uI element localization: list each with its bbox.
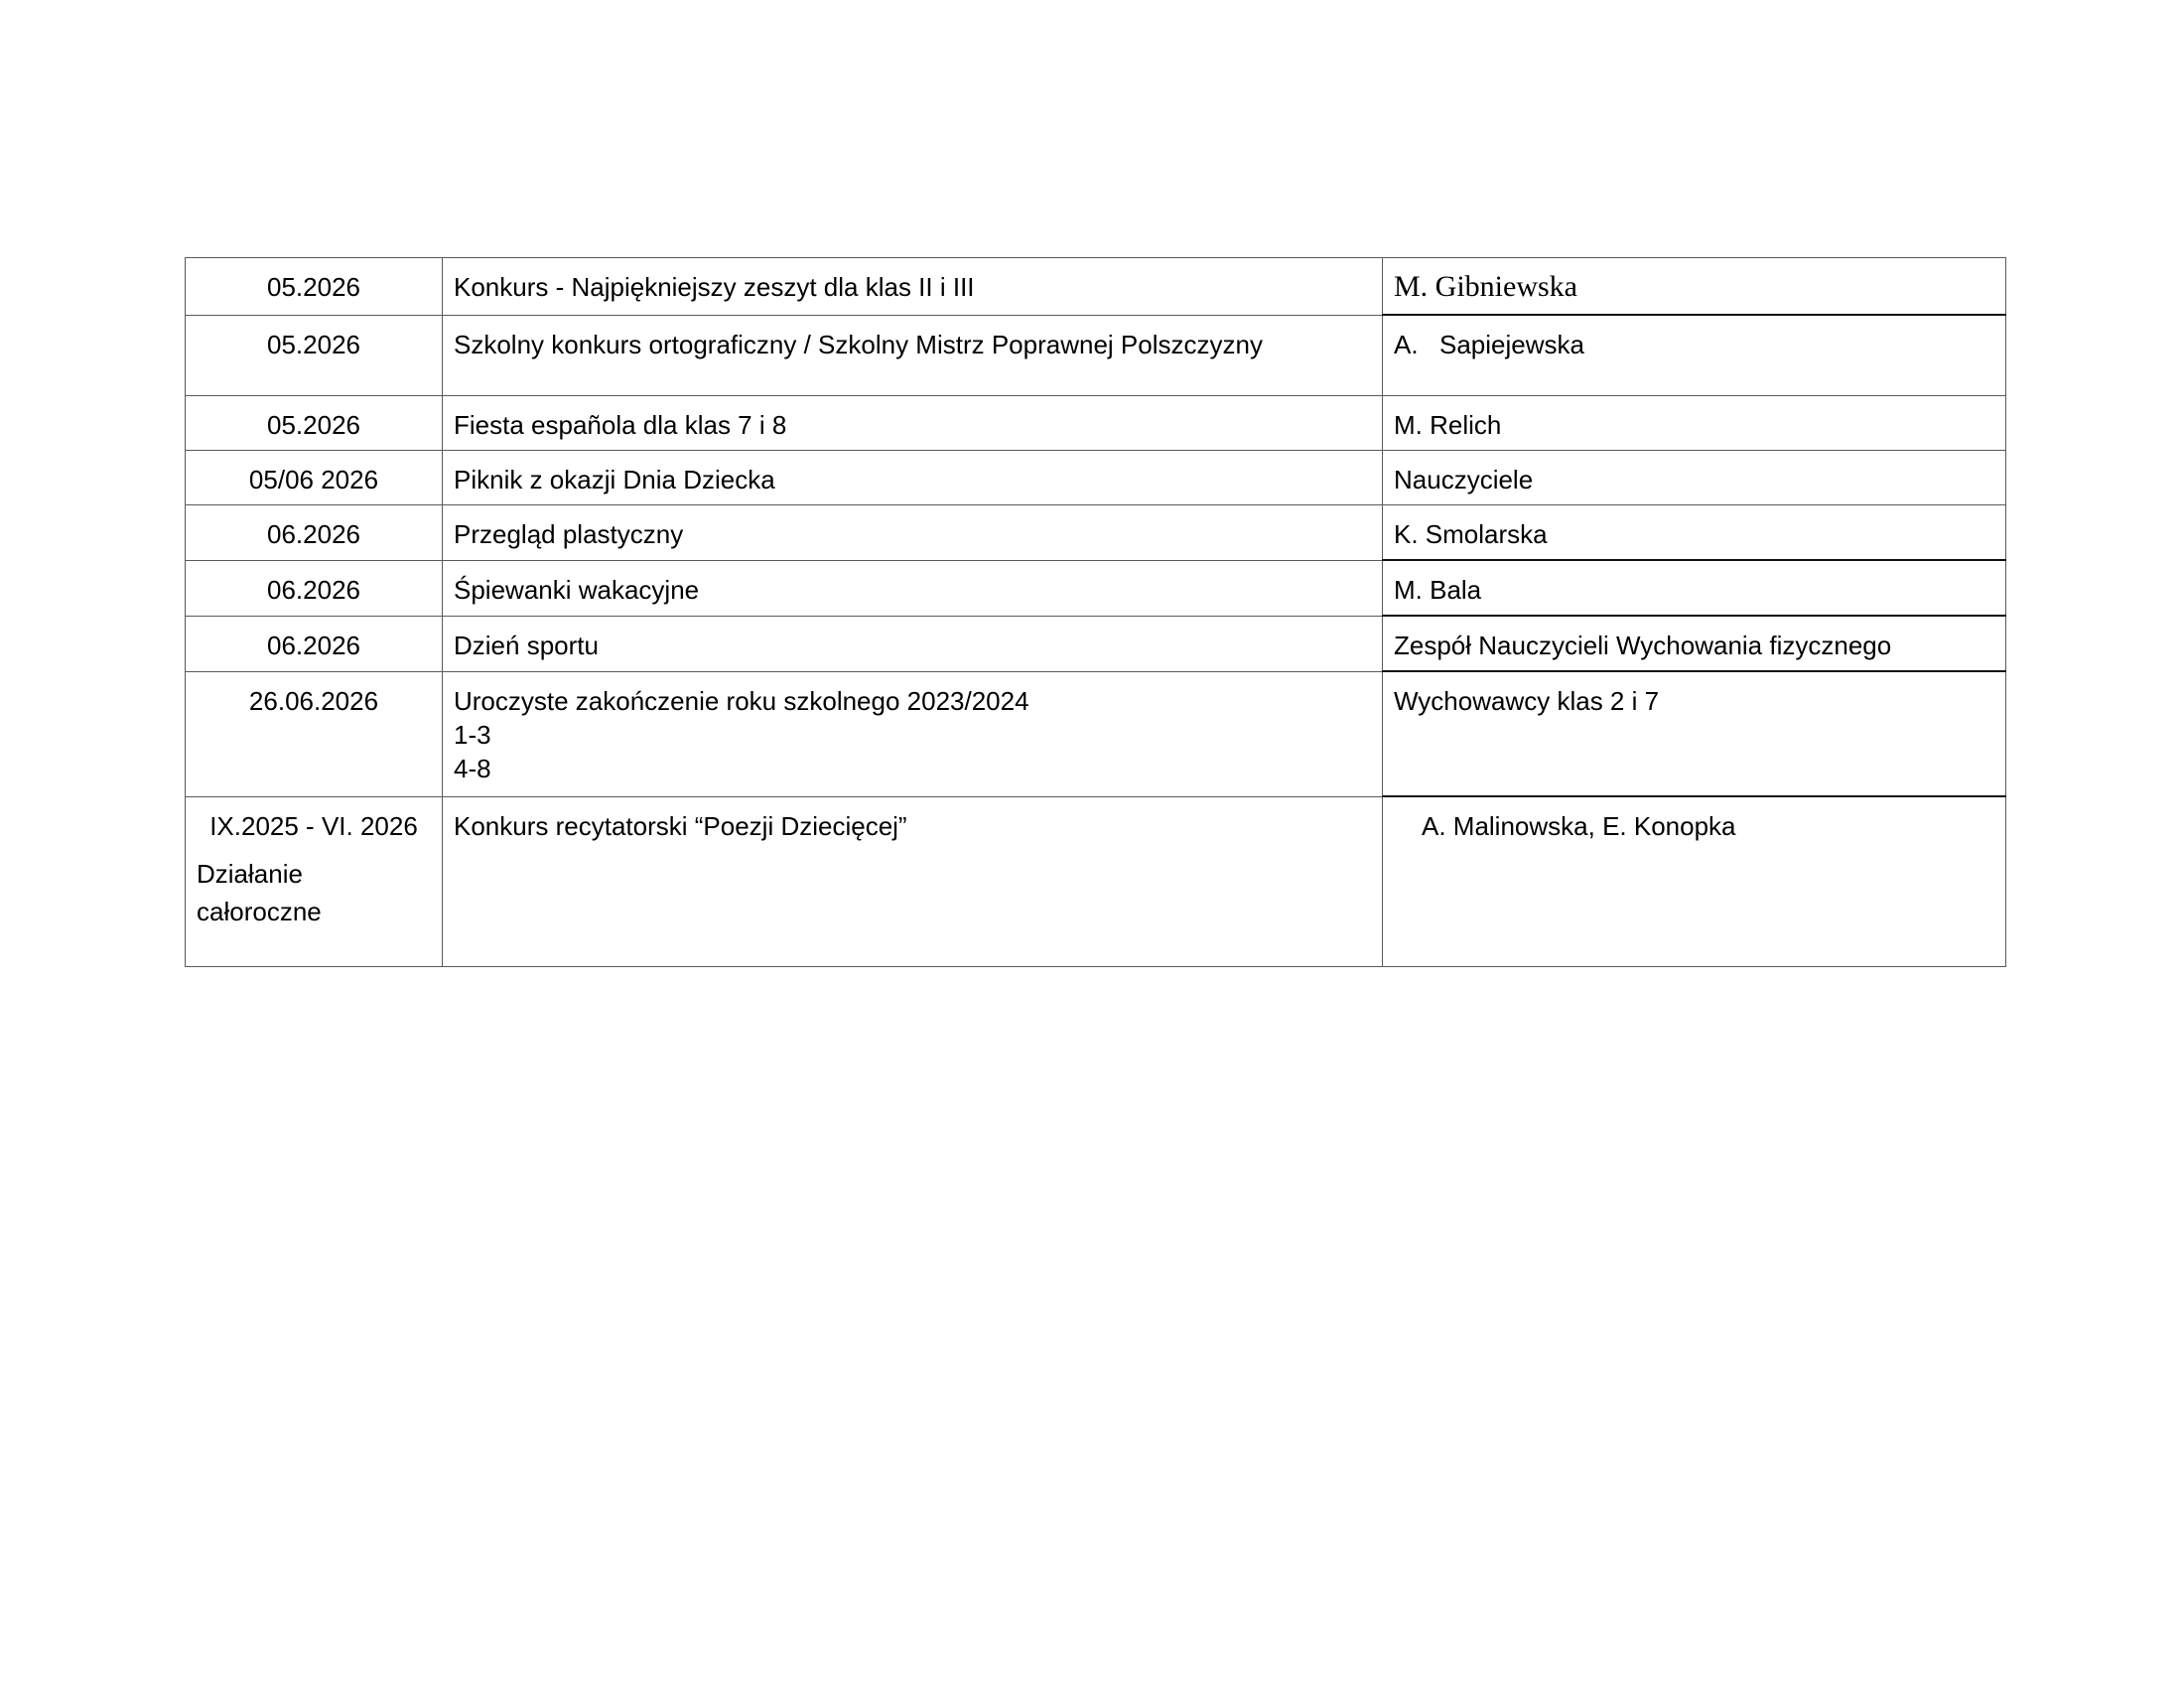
date-cell: 05.2026 [186,315,443,396]
date-cell: 05/06 2026 [186,451,443,505]
table-row [186,451,2006,505]
event-cell [443,671,1383,796]
event-cell: Przegląd plastyczny [443,505,1383,561]
event-cell: Dzień sportu [443,616,1383,671]
date-note: Działanie całoroczne [197,858,322,926]
date-cell: 05.2026 [186,396,443,451]
responsible-cell: M. Relich [1383,396,2006,451]
responsible-cell: Wychowawcy klas 2 i 7 [1383,671,2006,796]
responsible-name: Sapiejewska [1439,330,1584,359]
list-marker: A. [1394,330,1419,359]
events-schedule-table [185,257,2006,967]
responsible-cell [1383,796,2006,967]
responsible-cell: K. Smolarska [1383,505,2006,561]
table-row [186,671,2006,796]
event-title: Uroczyste zakończenie roku szkolnego 2023/2024 [454,685,1029,716]
table-row [186,796,2006,967]
responsible-cell: M. Bala [1383,560,2006,616]
responsible-cell [1383,315,2006,396]
event-cell: Konkurs - Najpiękniejszy zeszyt dla klas II i III [443,258,1383,316]
event-sub-line: 1-3 [454,719,491,750]
date-cell: 26.06.2026 [186,671,443,796]
responsible-name: M. Gibniewska [1394,270,1577,303]
responsible-cell: Nauczyciele [1383,451,2006,505]
event-cell: Piknik z okazji Dnia Dziecka [443,451,1383,505]
table-row [186,396,2006,451]
table-row [186,315,2006,396]
date-cell: 05.2026 [186,258,443,316]
event-cell: Śpiewanki wakacyjne [443,560,1383,616]
date-cell [186,796,443,967]
date-cell: 06.2026 [186,616,443,671]
responsible-name: A. Malinowska, E. Konopka [1422,811,1736,841]
date-cell: 06.2026 [186,560,443,616]
event-cell: Fiesta española dla klas 7 i 8 [443,396,1383,451]
table-row [186,616,2006,671]
table-row [186,258,2006,316]
responsible-cell [1383,258,2006,316]
responsible-cell: Zespół Nauczycieli Wychowania fizycznego [1383,616,2006,671]
event-cell: Szkolny konkurs ortograficzny / Szkolny Mistrz Poprawnej Polszczyzny [443,315,1383,396]
date-range: IX.2025 - VI. 2026 [209,810,418,841]
table-row [186,560,2006,616]
event-cell: Konkurs recytatorski “Poezji Dziecięcej” [443,796,1383,967]
table-row [186,505,2006,561]
date-cell: 06.2026 [186,505,443,561]
event-sub-line: 4-8 [454,753,491,783]
